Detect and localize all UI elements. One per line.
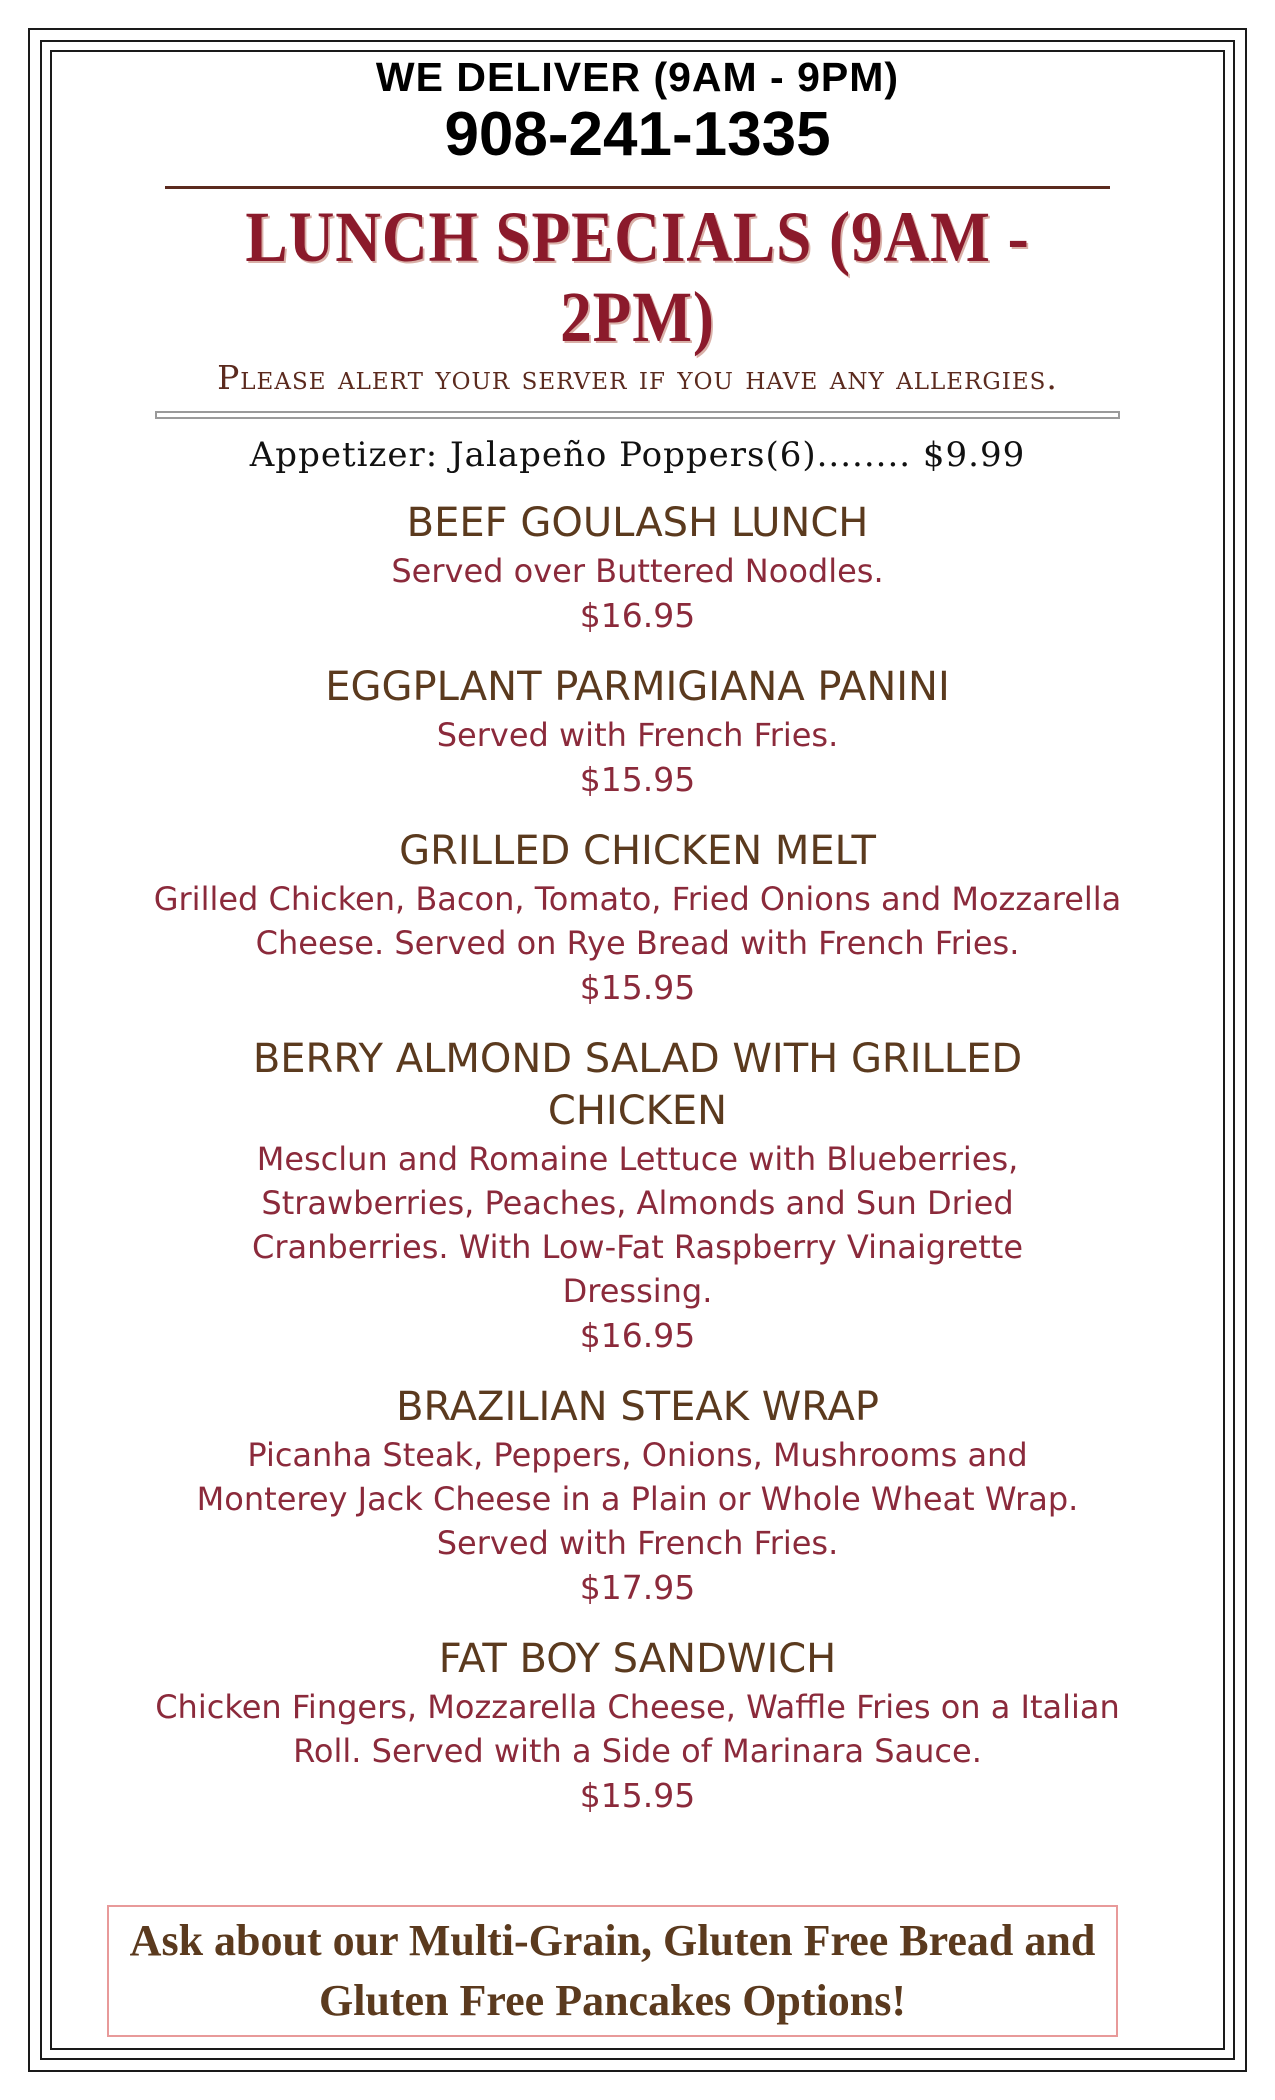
callout-line-1: Ask about our Multi-Grain, Gluten Free Bread and [129, 1916, 1096, 1965]
item-price: $16.95 [579, 596, 696, 635]
allergy-note: Please alert your server if you have any allergies. [217, 358, 1058, 397]
item-description: Served with French Fries. [436, 716, 839, 754]
item-description: Grilled Chicken, Bacon, Tomato, Fried Onions and Mozzarella Cheese. Served on Rye Bread with French Fries. [153, 880, 1122, 962]
item-name: BERRY ALMOND SALAD WITH GRILLED CHICKEN [252, 1036, 1023, 1134]
menu-item [100, 1381, 1175, 1611]
gluten-free-callout [107, 1905, 1118, 2037]
item-description: Served over Buttered Noodles. [391, 552, 884, 590]
item-price: $15.95 [579, 760, 696, 799]
gray-divider [155, 411, 1120, 419]
header-divider [165, 186, 1110, 189]
callout-line-2: Gluten Free Pancakes Options! [318, 1976, 907, 2025]
phone-number: 908-241-1335 [444, 100, 831, 169]
item-description: Mesclun and Romaine Lettuce with Blueberries, Strawberries, Peaches, Almonds and Sun Dried Cranberries. With Low-Fat Raspberry Vinaigrette Dressing. [252, 1140, 1023, 1310]
item-price: $17.95 [579, 1568, 696, 1607]
menu-item [100, 1033, 1175, 1359]
item-price: $15.95 [579, 968, 696, 1007]
item-name: GRILLED CHICKEN MELT [399, 828, 876, 874]
page-title: LUNCH SPECIALS (9AM - 2PM) [245, 197, 1030, 357]
item-name: BEEF GOULASH LUNCH [406, 500, 869, 546]
item-name: FAT BOY SANDWICH [438, 1636, 837, 1682]
item-name: BRAZILIAN STEAK WRAP [396, 1384, 879, 1430]
delivery-hours: WE DELIVER (9AM - 9PM) [375, 54, 900, 100]
menu-content [100, 52, 1175, 1819]
appetizer-line: Appetizer: Jalapeño Poppers(6)........ $9.99 [249, 435, 1026, 475]
item-price: $16.95 [579, 1316, 696, 1355]
item-description: Chicken Fingers, Mozzarella Cheese, Waffle Fries on a Italian Roll. Served with a Side of Marinara Sauce. [155, 1688, 1120, 1770]
item-description: Picanha Steak, Peppers, Onions, Mushrooms and Monterey Jack Cheese in a Plain or Whole Wheat Wrap. Served with French Fries. [196, 1436, 1079, 1562]
menu-item [100, 825, 1175, 1011]
item-name: EGGPLANT PARMIGIANA PANINI [325, 664, 950, 710]
menu-item [100, 661, 1175, 803]
menu-item [100, 1633, 1175, 1819]
menu-item [100, 497, 1175, 639]
item-price: $15.95 [579, 1776, 696, 1815]
